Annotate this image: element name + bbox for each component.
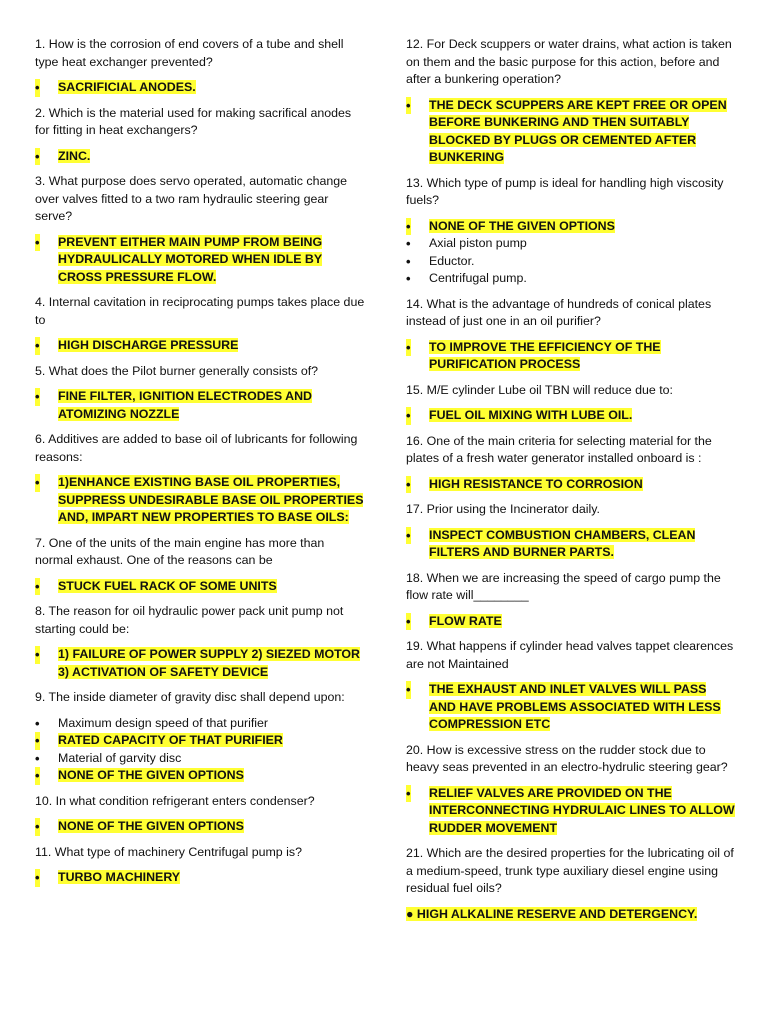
option-label: Material of garvity disc — [58, 750, 182, 765]
answer-option — [35, 234, 365, 287]
option-list — [35, 578, 365, 596]
question-text: 15. M/E cylinder Lube oil TBN will reduce due to: — [406, 382, 673, 397]
option-list — [35, 388, 365, 423]
answer-option — [35, 578, 365, 596]
question-text: 2. Which is the material used for making sacrifical anodes for fitting in heat exchangers? — [35, 105, 352, 137]
option-list — [406, 97, 736, 167]
option-label: TURBO MACHINERY — [58, 870, 181, 884]
option-list — [35, 646, 365, 681]
option-list — [406, 476, 736, 494]
answer-option — [406, 218, 736, 236]
option-label: STUCK FUEL RACK OF SOME UNITS — [58, 578, 277, 593]
answer-option — [406, 97, 736, 167]
option-label: RATED CAPACITY OF THAT PURIFIER — [58, 733, 283, 747]
option — [35, 715, 365, 733]
option-label: THE EXHAUST AND INLET VALVES WILL PASS AND HAVE PROBLEMS ASSOCIATED WITH LESS COMPRESSION ETC — [429, 682, 721, 731]
option-label: FINE FILTER, IGNITION ELECTRODES AND ATOMIZING NOZZLE — [58, 389, 313, 421]
answer-option — [406, 681, 736, 734]
option — [406, 235, 736, 253]
option-label: THE DECK SCUPPERS ARE KEPT FREE OR OPEN BEFORE BUNKERING AND THEN SUITABLY BLOCKED BY PLUGS OR CEMENTED AFTER BUNKERING — [429, 97, 727, 164]
answer-option — [35, 79, 365, 97]
answer-option — [35, 818, 365, 836]
option-label: HIGH RESISTANCE TO CORROSION — [429, 476, 643, 491]
option-label: INSPECT COMBUSTION CHAMBERS, CLEAN FILTERS AND BURNER PARTS. — [429, 527, 696, 559]
question-text: 11. What type of machinery Centrifugal pump is? — [35, 844, 302, 859]
answer-option — [406, 339, 736, 374]
answer-option — [35, 388, 365, 423]
option-list — [406, 527, 736, 562]
question-text: 6. Additives are added to base oil of lubricants for following reasons: — [35, 432, 358, 464]
answer-option — [35, 148, 365, 166]
answer-option — [35, 337, 365, 355]
answer-option — [35, 869, 365, 887]
option-list — [35, 234, 365, 287]
option-list — [35, 148, 365, 166]
option-label: Maximum design speed of that purifier — [58, 715, 269, 730]
option-label: FLOW RATE — [429, 613, 502, 628]
question-text: 9. The inside diameter of gravity disc shall depend upon: — [35, 690, 345, 704]
option-label: ● HIGH ALKALINE RESERVE AND DETERGENCY. — [406, 906, 698, 921]
answer-option — [35, 474, 365, 527]
option-label: 1) FAILURE OF POWER SUPPLY 2) SIEZED MOTOR 3) ACTIVATION OF SAFETY DEVICE — [58, 647, 361, 679]
option-label: 1)ENHANCE EXISTING BASE OIL PROPERTIES, SUPPRESS UNDESIRABLE BASE OIL PROPERTIES AND, IMPART NEW PROPERTIES TO BASE OILS: — [58, 475, 364, 524]
question-text: 21. Which are the desired properties for the lubricating oil of a medium-speed, trunk type auxiliary diesel engine using residual fuel oils? — [406, 846, 734, 895]
answer-option — [406, 613, 736, 631]
question-text: 19. What happens if cylinder head valves tappet clearences are not Maintained — [406, 639, 734, 671]
answer-option — [406, 785, 736, 838]
answer-option — [406, 527, 736, 562]
question-text: 12. For Deck scuppers or water drains, what action is taken on them and the basic purpose for this action, before and after a bunkering operation? — [406, 37, 732, 86]
question-text: 4. Internal cavitation in reciprocating pumps takes place due to — [35, 295, 365, 327]
option-label: ZINC. — [58, 148, 91, 163]
option-list — [35, 79, 365, 97]
question-text: 13. Which type of pump is ideal for handling high viscosity fuels? — [406, 175, 724, 207]
answer-option — [35, 732, 365, 750]
answer-option — [406, 906, 736, 924]
question-text: 8. The reason for oil hydraulic power pack unit pump not starting could be: — [35, 604, 344, 636]
option-list — [406, 681, 736, 734]
option-label: RELIEF VALVES ARE PROVIDED ON THE INTERCONNECTING HYDRULAIC LINES TO ALLOW RUDDER MOVEMENT — [429, 785, 735, 835]
option-list — [35, 337, 365, 355]
option — [406, 270, 736, 288]
option-label: Axial piston pump — [429, 236, 527, 250]
option-list — [406, 339, 736, 374]
option-list — [406, 785, 736, 838]
answer-option — [406, 407, 736, 425]
answer-option — [406, 476, 736, 494]
question-text: 14. What is the advantage of hundreds of conical plates instead of just one in an oil purifier? — [406, 296, 712, 328]
option-list — [35, 715, 365, 785]
question-text: 3. What purpose does servo operated, automatic change over valves fitted to a two ram hydraulic steering gear serve? — [35, 174, 348, 223]
option-label: PREVENT EITHER MAIN PUMP FROM BEING HYDRAULICALLY MOTORED WHEN IDLE BY CROSS PRESSURE FLOW. — [58, 234, 323, 284]
question-text: 1. How is the corrosion of end covers of a tube and shell type heat exchanger prevented? — [35, 37, 344, 69]
option-label: NONE OF THE GIVEN OPTIONS — [58, 819, 244, 833]
question-text: 20. How is excessive stress on the rudder stock due to heavy seas prevented in an electro-hydrulic steering gear? — [406, 742, 728, 774]
option-list — [35, 474, 365, 527]
option-label: TO IMPROVE THE EFFICIENCY OF THE PURIFICATION PROCESS — [429, 339, 661, 371]
question-text: 17. Prior using the Incinerator daily. — [406, 502, 600, 516]
question-text: 16. One of the main criteria for selecting material for the plates of a fresh water generator installed onboard is : — [406, 433, 712, 465]
answer-option — [35, 767, 365, 785]
option-label: Centrifugal pump. — [429, 271, 527, 285]
option-label: NONE OF THE GIVEN OPTIONS — [58, 768, 244, 782]
option — [35, 750, 365, 768]
question-text: 7. One of the units of the main engine has more than normal exhaust. One of the reasons can be — [35, 535, 325, 567]
option-list — [406, 613, 736, 631]
option — [406, 253, 736, 271]
question-text: 10. In what condition refrigerant enters condenser? — [35, 793, 315, 808]
option-list — [406, 407, 736, 425]
question-text: 5. What does the Pilot burner generally consists of? — [35, 363, 319, 378]
option-label: FUEL OIL MIXING WITH LUBE OIL. — [429, 408, 633, 422]
option-list — [35, 818, 365, 836]
option-label: HIGH DISCHARGE PRESSURE — [58, 338, 239, 352]
option-label: NONE OF THE GIVEN OPTIONS — [429, 218, 615, 233]
option-label: Eductor. — [429, 253, 475, 268]
option-label: SACRIFICIAL ANODES. — [58, 80, 196, 94]
right-column — [406, 36, 736, 931]
question-text: 18. When we are increasing the speed of cargo pump the flow rate will________ — [406, 570, 721, 602]
option-list — [35, 869, 365, 887]
option-list — [406, 218, 736, 288]
left-column — [35, 36, 365, 895]
answer-option — [35, 646, 365, 681]
